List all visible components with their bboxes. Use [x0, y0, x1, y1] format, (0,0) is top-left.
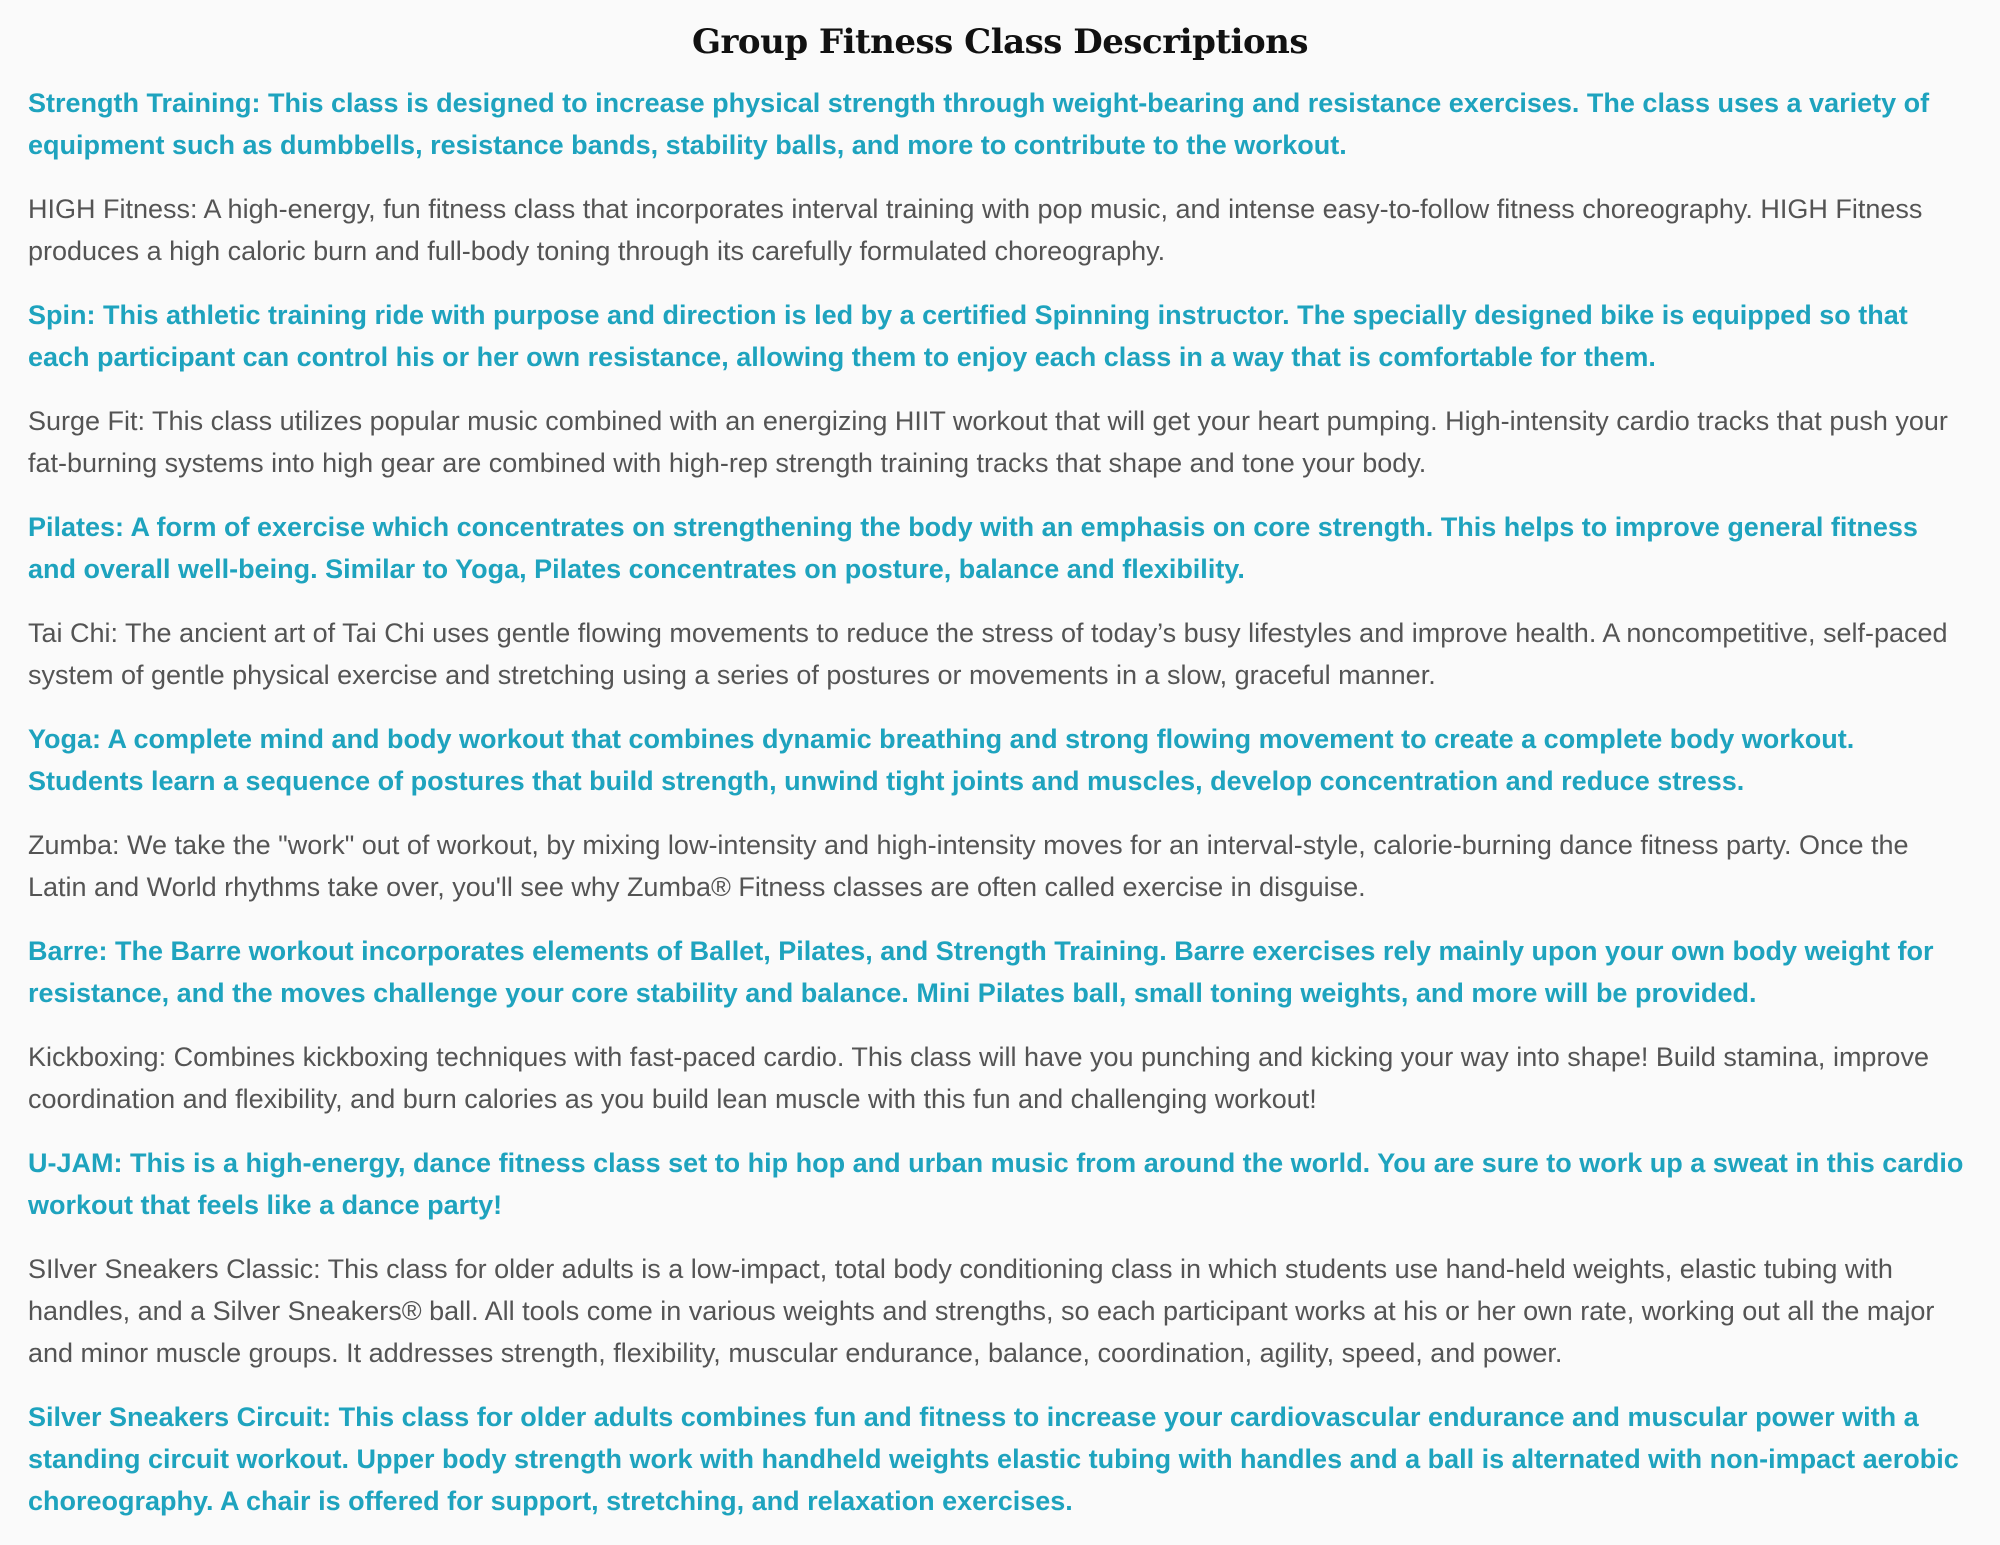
class-description-tai-chi: Tai Chi: The ancient art of Tai Chi uses gentle flowing movements to reduce the stress of today’s busy lifestyles and improve health. A noncompetitive, self-paced system of gentle physical exercise and stretching using a series of postures or movements in a slow, graceful manner. — [28, 618, 1948, 690]
class-description-u-jam: U-JAM: This is a high-energy, dance fitness class set to hip hop and urban music from around the world. You are sure to work up a sweat in this cardio workout that feels like a dance party! — [28, 1148, 1964, 1220]
class-description-silver-sneakers-circuit: Silver Sneakers Circuit: This class for older adults combines fun and fitness to increase your cardiovascular endurance and muscular power with a standing circuit workout. Upper body strength work with handheld weights elastic tubing with handles and a ball is alternated with non-impact aerobic choreography. A chair is offered for support, stretching, and relaxation exercises. — [28, 1402, 1959, 1516]
class-description-strength-training: Strength Training: This class is designed to increase physical strength through weight-bearing and resistance exercises. The class uses a variety of equipment such as dumbbells, resistance bands, stability balls, and more to contribute to the workout. — [28, 88, 1930, 160]
class-description-yoga: Yoga: A complete mind and body workout that combines dynamic breathing and strong flowing movement to create a complete body workout. Students learn a sequence of postures that build strength, unwind tight joints and muscles, develop concentration and reduce stress. — [28, 724, 1855, 796]
class-description-high-fitness: HIGH Fitness: A high-energy, fun fitness class that incorporates interval training with pop music, and intense easy-to-follow fitness choreography. HIGH Fitness produces a high caloric burn and full-body toning through its carefully formulated choreography. — [28, 194, 1923, 266]
class-description-silver-sneakers-classic: SIlver Sneakers Classic: This class for older adults is a low-impact, total body conditioning class in which students use hand-held weights, elastic tubing with handles, and a Silver Sneakers® ball. All tools come in various weights and strengths, so each participant works at his or her own rate, working out all the major and minor muscle groups. It addresses strength, flexibility, muscular endurance, balance, coordination, agility, speed, and power. — [28, 1254, 1935, 1368]
page-title: Group Fitness Class Descriptions — [691, 22, 1309, 62]
class-description-pilates: Pilates: A form of exercise which concentrates on strengthening the body with an emphasis on core strength. This helps to improve general fitness and overall well-being. Similar to Yoga, Pilates concentrates on posture, balance and flexibility. — [28, 512, 1918, 584]
class-description-kickboxing: Kickboxing: Combines kickboxing techniques with fast-paced cardio. This class will have you punching and kicking your way into shape! Build stamina, improve coordination and flexibility, and burn calories as you build lean muscle with this fun and challenging workout! — [28, 1042, 1929, 1114]
class-description-barre: Barre: The Barre workout incorporates elements of Ballet, Pilates, and Strength Training. Barre exercises rely mainly upon your own body weight for resistance, and the moves challenge your core stability and balance. Mini Pilates ball, small toning weights, and more will be provided. — [28, 936, 1934, 1008]
class-description-spin: Spin: This athletic training ride with purpose and direction is led by a certified Spinning instructor. The specially designed bike is equipped so that each participant can control his or her own resistance, allowing them to enjoy each class in a way that is comfortable for them. — [28, 300, 1908, 372]
class-description-zumba: Zumba: We take the "work" out of workout, by mixing low-intensity and high-intensity moves for an interval-style, calorie-burning dance fitness party. Once the Latin and World rhythms take over, you'll see why Zumba® Fitness classes are often called exercise in disguise. — [28, 830, 1909, 902]
class-description-surge-fit: Surge Fit: This class utilizes popular music combined with an energizing HIIT workout that will get your heart pumping. High-intensity cardio tracks that push your fat-burning systems into high gear are combined with high-rep strength training tracks that shape and tone your body. — [28, 406, 1948, 478]
